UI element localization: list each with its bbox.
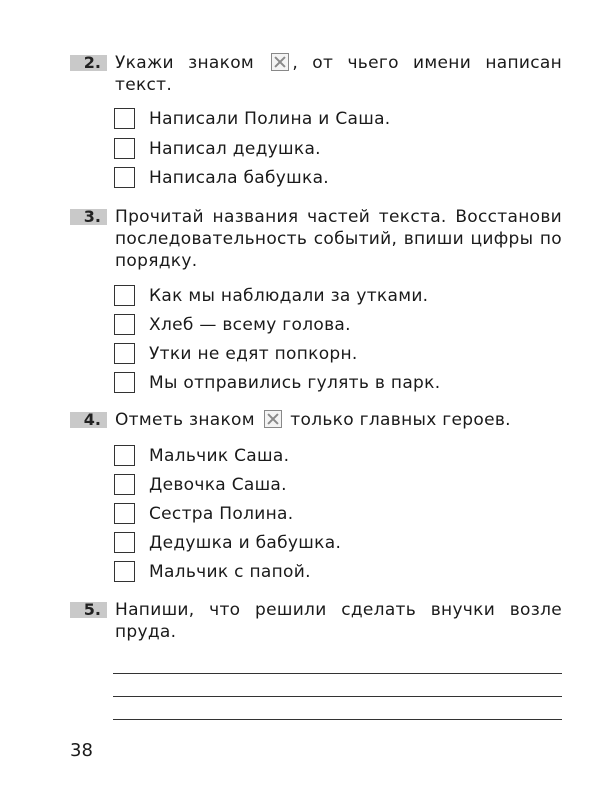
question-text-end: , от чьего имени написан текст. [115, 53, 562, 95]
question-text-start: Отметь знаком [115, 410, 255, 430]
task-question [115, 409, 562, 431]
task-number: 2. [70, 55, 107, 71]
option-label: Написал дедушка. [149, 139, 321, 159]
task-number: 5. [70, 602, 107, 618]
option-label: Написали Полина и Саша. [149, 109, 391, 129]
option-label: Хлеб — всему голова. [149, 315, 351, 335]
answer-line[interactable] [113, 696, 562, 697]
task-number: 3. [70, 209, 107, 225]
question-text-end: только главных героев. [290, 410, 511, 430]
answer-checkbox[interactable] [114, 138, 135, 159]
order-number-box[interactable] [114, 372, 135, 393]
page-number: 38 [70, 740, 93, 761]
option-label: Мальчик с папой. [149, 562, 311, 582]
task-question: Напиши, что решили сделать внучки возле пруда. [115, 600, 562, 642]
x-mark-icon [264, 410, 282, 428]
option-label: Как мы наблюдали за утками. [149, 286, 429, 306]
answer-checkbox[interactable] [114, 108, 135, 129]
order-number-box[interactable] [114, 285, 135, 306]
task-question: Прочитай названия частей текста. Восстанови последовательность событий, впиши цифры по порядку. [115, 207, 562, 271]
answer-checkbox[interactable] [114, 503, 135, 524]
option-label: Мы отправились гулять в парк. [149, 373, 441, 393]
task-question [115, 52, 562, 96]
answer-checkbox[interactable] [114, 445, 135, 466]
option-label: Написала бабушка. [149, 168, 330, 188]
answer-checkbox[interactable] [114, 532, 135, 553]
answer-checkbox[interactable] [114, 474, 135, 495]
question-text-start: Укажи знаком [115, 53, 255, 73]
option-label: Сестра Полина. [149, 504, 294, 524]
option-label: Девочка Саша. [149, 475, 287, 495]
answer-line[interactable] [113, 673, 562, 674]
x-mark-icon [271, 53, 289, 71]
answer-checkbox[interactable] [114, 561, 135, 582]
option-label: Утки не едят попкорн. [149, 344, 358, 364]
task-number: 4. [70, 412, 107, 428]
answer-checkbox[interactable] [114, 167, 135, 188]
answer-line[interactable] [113, 719, 562, 720]
option-label: Дедушка и бабушка. [149, 533, 342, 553]
order-number-box[interactable] [114, 314, 135, 335]
order-number-box[interactable] [114, 343, 135, 364]
option-label: Мальчик Саша. [149, 446, 290, 466]
